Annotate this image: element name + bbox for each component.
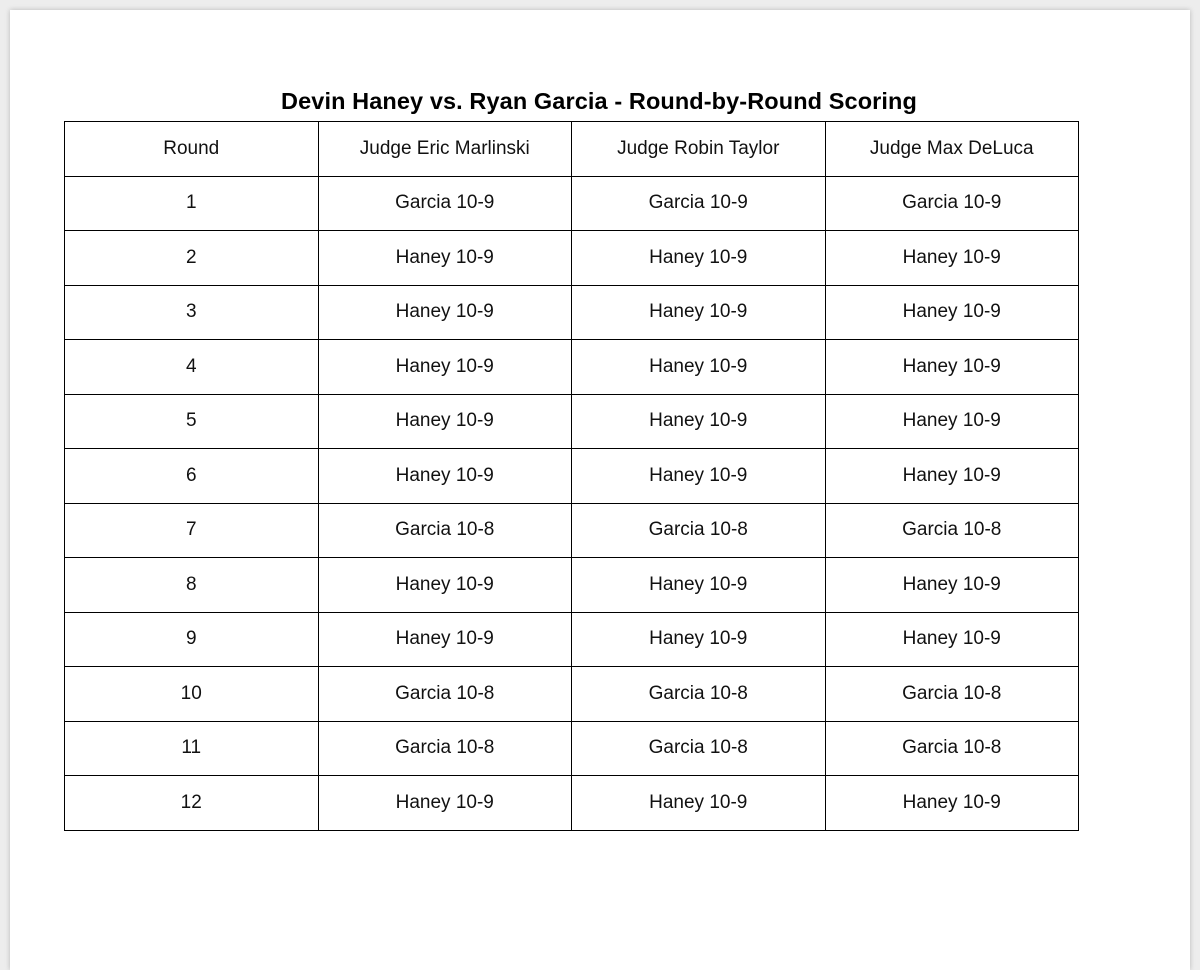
round-cell: 7 bbox=[65, 503, 319, 558]
taylor-score-cell: Garcia 10-8 bbox=[572, 503, 826, 558]
marlinski-score-cell: Haney 10-9 bbox=[318, 612, 572, 667]
marlinski-score-cell: Haney 10-9 bbox=[318, 776, 572, 831]
round-cell: 1 bbox=[65, 176, 319, 231]
marlinski-score-cell: Garcia 10-8 bbox=[318, 721, 572, 776]
table-row bbox=[65, 503, 1079, 558]
marlinski-score-cell: Haney 10-9 bbox=[318, 340, 572, 395]
deluca-score-cell: Garcia 10-8 bbox=[825, 667, 1079, 722]
header-judge-eric-marlinski: Judge Eric Marlinski bbox=[318, 122, 572, 177]
round-cell: 6 bbox=[65, 449, 319, 504]
taylor-score-cell: Haney 10-9 bbox=[572, 285, 826, 340]
taylor-score-cell: Haney 10-9 bbox=[572, 340, 826, 395]
deluca-score-cell: Garcia 10-8 bbox=[825, 721, 1079, 776]
round-cell: 2 bbox=[65, 231, 319, 286]
document-page bbox=[10, 10, 1190, 970]
header-judge-robin-taylor: Judge Robin Taylor bbox=[572, 122, 826, 177]
taylor-score-cell: Haney 10-9 bbox=[572, 558, 826, 613]
round-cell: 9 bbox=[65, 612, 319, 667]
taylor-score-cell: Haney 10-9 bbox=[572, 776, 826, 831]
deluca-score-cell: Haney 10-9 bbox=[825, 558, 1079, 613]
taylor-score-cell: Garcia 10-8 bbox=[572, 721, 826, 776]
table-row bbox=[65, 231, 1079, 286]
deluca-score-cell: Garcia 10-9 bbox=[825, 176, 1079, 231]
round-cell: 10 bbox=[65, 667, 319, 722]
taylor-score-cell: Garcia 10-8 bbox=[572, 667, 826, 722]
header-round: Round bbox=[65, 122, 319, 177]
table-row bbox=[65, 285, 1079, 340]
deluca-score-cell: Haney 10-9 bbox=[825, 449, 1079, 504]
marlinski-score-cell: Garcia 10-8 bbox=[318, 667, 572, 722]
taylor-score-cell: Haney 10-9 bbox=[572, 612, 826, 667]
deluca-score-cell: Haney 10-9 bbox=[825, 776, 1079, 831]
deluca-score-cell: Haney 10-9 bbox=[825, 394, 1079, 449]
table-row bbox=[65, 340, 1079, 395]
round-cell: 5 bbox=[65, 394, 319, 449]
scoring-table bbox=[64, 121, 1079, 831]
round-cell: 12 bbox=[65, 776, 319, 831]
header-judge-max-deluca: Judge Max DeLuca bbox=[825, 122, 1079, 177]
round-cell: 8 bbox=[65, 558, 319, 613]
taylor-score-cell: Haney 10-9 bbox=[572, 449, 826, 504]
taylor-score-cell: Garcia 10-9 bbox=[572, 176, 826, 231]
document-title: Devin Haney vs. Ryan Garcia - Round-by-Round Scoring bbox=[281, 88, 917, 114]
marlinski-score-cell: Haney 10-9 bbox=[318, 449, 572, 504]
table-row bbox=[65, 721, 1079, 776]
header-row bbox=[65, 122, 1079, 177]
table-row bbox=[65, 667, 1079, 722]
table-row bbox=[65, 176, 1079, 231]
table-row bbox=[65, 612, 1079, 667]
table-row bbox=[65, 558, 1079, 613]
deluca-score-cell: Garcia 10-8 bbox=[825, 503, 1079, 558]
marlinski-score-cell: Haney 10-9 bbox=[318, 285, 572, 340]
table-row bbox=[65, 776, 1079, 831]
deluca-score-cell: Haney 10-9 bbox=[825, 612, 1079, 667]
taylor-score-cell: Haney 10-9 bbox=[572, 394, 826, 449]
taylor-score-cell: Haney 10-9 bbox=[572, 231, 826, 286]
marlinski-score-cell: Garcia 10-8 bbox=[318, 503, 572, 558]
marlinski-score-cell: Garcia 10-9 bbox=[318, 176, 572, 231]
deluca-score-cell: Haney 10-9 bbox=[825, 231, 1079, 286]
marlinski-score-cell: Haney 10-9 bbox=[318, 231, 572, 286]
deluca-score-cell: Haney 10-9 bbox=[825, 340, 1079, 395]
round-cell: 4 bbox=[65, 340, 319, 395]
round-cell: 11 bbox=[65, 721, 319, 776]
deluca-score-cell: Haney 10-9 bbox=[825, 285, 1079, 340]
round-cell: 3 bbox=[65, 285, 319, 340]
table-row bbox=[65, 394, 1079, 449]
table-row bbox=[65, 449, 1079, 504]
table-body bbox=[65, 176, 1079, 830]
marlinski-score-cell: Haney 10-9 bbox=[318, 558, 572, 613]
marlinski-score-cell: Haney 10-9 bbox=[318, 394, 572, 449]
